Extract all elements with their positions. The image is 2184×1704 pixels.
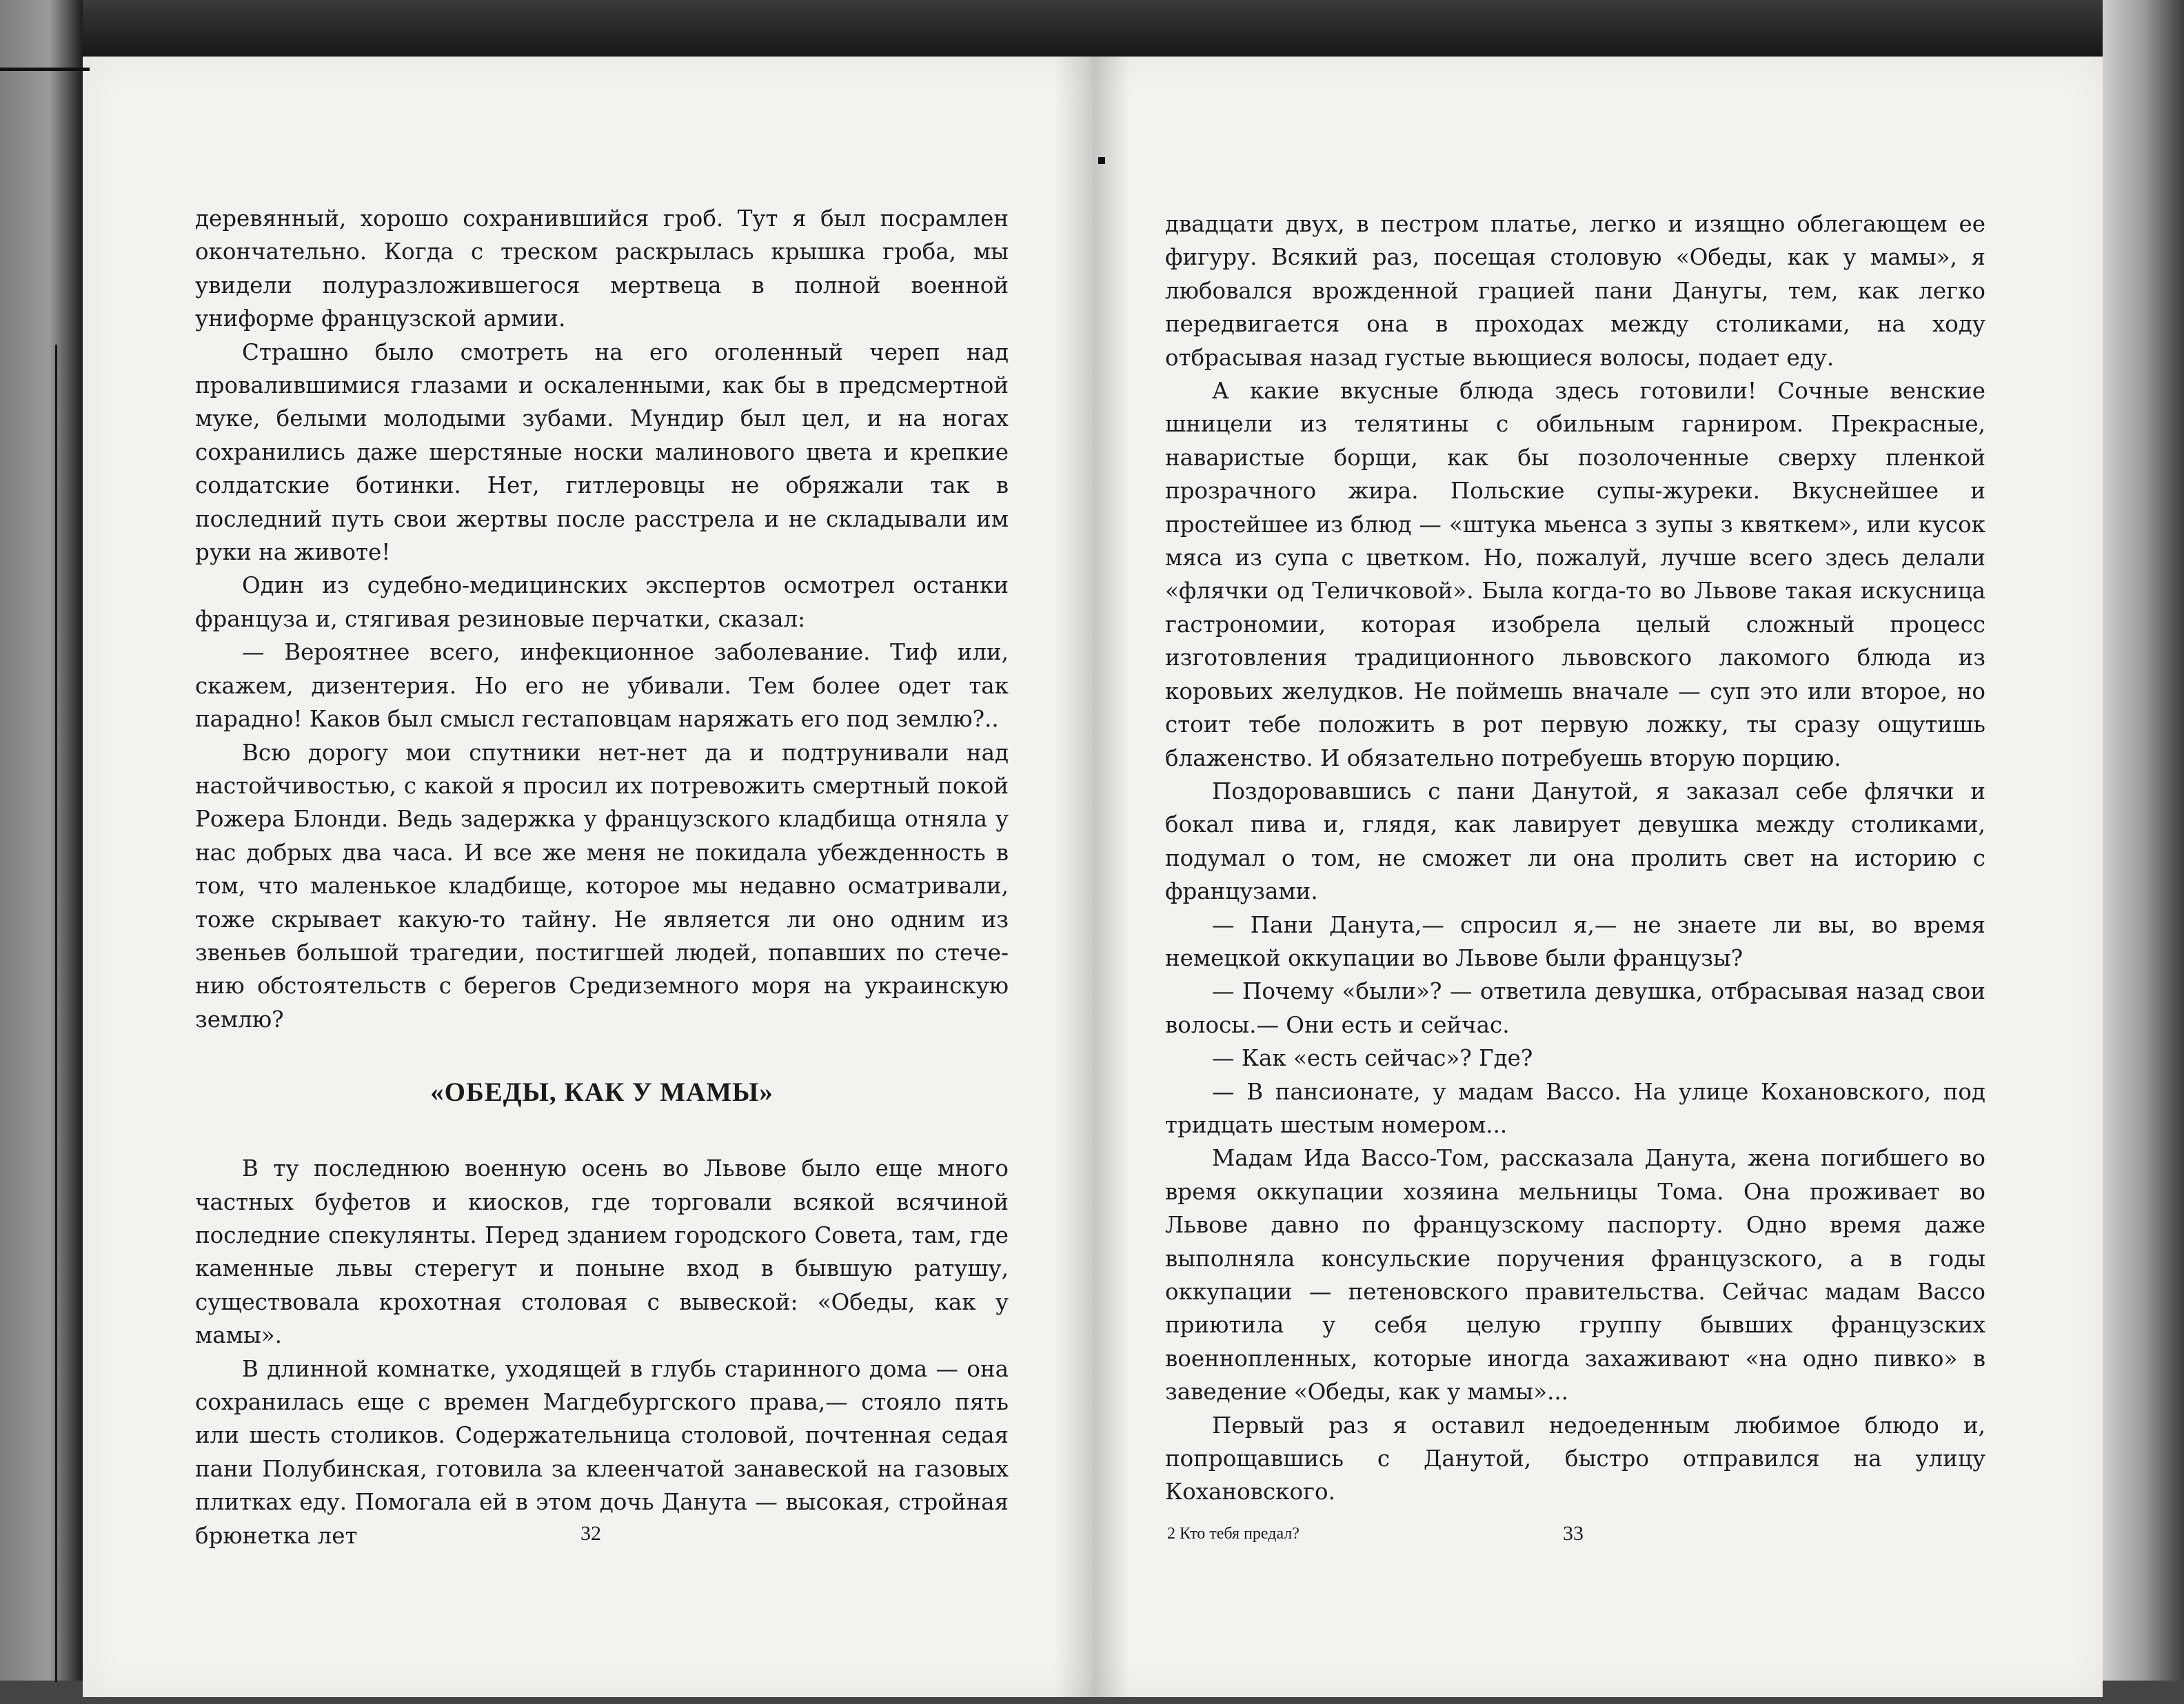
paragraph: деревянный, хорошо сохранившийся гроб. Тут я был посрамлен окончательно. Когда с треском раскрылась крышка гроба, мы увидели полуразложившегося мертвеца в полной военной униформе французской армии. xyxy=(195,205,1009,332)
paragraph: Мадам Ида Вассо-Том, рассказала Данута, жена погибшего во время оккупации хозяина мельницы Тома. Она проживает во Львове давно по французскому паспорту. Одно время даже выполняла консульские поручения французского, а в годы оккупации — петеновского правительства. Сейчас мадам Вассо приютила у себя целую группу бывших французских военнопленных, которые иногда захаживают «на одно пивко» в заведение «Обеды, как у мамы»... xyxy=(1165,1145,1985,1406)
paragraph: Один из судебно-медицинских экспертов осмотрел останки француза и, стягивая резиновые перчатки, сказал: xyxy=(195,572,1009,632)
right-page-text xyxy=(1165,207,1985,1509)
paragraph: — В пансионате, у мадам Вассо. На улице Кохановского, под тридцать шестым номером... xyxy=(1165,1078,1985,1138)
paragraph: — Как «есть сейчас»? Где? xyxy=(1212,1045,1533,1072)
paragraph: — Пани Данута,— спросил я,— не знаете ли вы, во время немецкой оккупации во Львове были французы? xyxy=(1165,911,1985,971)
book-gutter xyxy=(1055,57,1131,1697)
paragraph: — Почему «были»? — ответила девушка, отбрасывая назад свои волосы.— Они есть и сейчас. xyxy=(1165,978,1985,1038)
chapter-title: «ОБЕДЫ, КАК У МАМЫ» xyxy=(430,1077,774,1108)
scan-mark-line xyxy=(0,68,90,71)
paragraph: В ту последнюю военную осень во Львове было еще много частных буфетов и киосков, где торговали всякой всячиной последние спекулянты. Перед зданием городского Совета, там, где каменные львы стерегут и поныне вход в бывшую ратушу, существовала крохотная столовая с вывеской: «Обеды, как у мамы». xyxy=(195,1155,1009,1349)
paragraph: В длинной комнатке, уходящей в глубь старинного дома — она сохранилась еще с времен Магдебургского права,— стояло пять или шесть столиков. Содержательница столовой, почтенная седая пани Полубинская, готовила за клеенчатой занавеской на газовых плитках еду. Помогала ей в этом дочь Данута — высокая, стройная брюнетка лет xyxy=(195,1355,1009,1549)
paragraph: Первый раз я оставил недоеденным любимое блюдо и, попрощавшись с Данутой, быстро отправился на улицу Кохановского. xyxy=(1165,1412,1985,1505)
paragraph: Всю дорогу мои спутники нет-нет да и подтрунивали над настойчивостью, с какой я просил их потревожить смертный покой Рожера Блонди. Ведь задержка у французского кладбища отняла у нас добрых два часа. И все же меня не покидала убежденность в том, что маленькое кладбище, которое мы недавно осматривали, тоже скрывает какую-то тайну. Не является ли оно одним из звеньев большой трагедии, постигшей людей, попавших по стечению обстоятельств с берегов Средиземного моря на украинскую землю? xyxy=(195,739,1009,1033)
scanner-top-edge xyxy=(0,0,2184,59)
page-number-left: 32 xyxy=(580,1522,601,1545)
paragraph: двадцати двух, в пестром платье, легко и изящно облегающем ее фигуру. Всякий раз, посещая столовую «Обеды, как у мамы», я любовался врожденной грацией пани Данугы, тем, как легко передвигается она в проходах между столиками, на ходу отбрасывая назад густые вьющиеся волосы, подает еду. xyxy=(1165,211,1985,371)
scanner-left-edge xyxy=(0,0,83,1704)
scanner-right-edge xyxy=(2103,0,2184,1704)
paragraph: Поздоровавшись с пани Данутой, я заказал себе флячки и бокал пива и, глядя, как лавирует девушка между столиками, подумал о том, не сможет ли она пролить свет на историю с французами. xyxy=(1165,778,1985,905)
left-page-text xyxy=(195,202,1009,1552)
signature-mark: 2 Кто тебя предал? xyxy=(1167,1525,1300,1543)
page-number-right: 33 xyxy=(1563,1522,1584,1545)
scan-dot-mark xyxy=(1098,157,1105,164)
page-edge-line xyxy=(55,345,57,1682)
paragraph: — Вероятнее всего, инфекционное заболевание. Тиф или, скажем, дизентерия. Но его не убивали. Тем более одет так парадно! Каков был смысл гестаповцам наряжать его под землю?.. xyxy=(195,639,1009,733)
paragraph: Страшно было смотреть на его оголенный череп над провалившимися глазами и оскаленными, как бы в предсмертной муке, белыми молодыми зубами. Мундир был цел, и на ногах сохранились даже шерстяные носки малинового цвета и крепкие солдатские ботинки. Нет, гитлеровцы не обряжали так в последний путь свои жертвы после расстрела и не складывали им руки на животе! xyxy=(195,338,1009,566)
paragraph: А какие вкусные блюда здесь готовили! Сочные венские шницели из телятины с обильным гарниром. Прекрасные, наваристые борщи, как бы позолоченные сверху пленкой прозрачного жира. Польские супы-журеки. Вкуснейшее и простейшее из блюд — «штука мьенса з зупы з квяткем», или кусок мяса из супа с цветком. Но, пожалуй, лучше всего здесь делали «флячки од Теличковой». Была когда-то во Львове такая искусница гастрономии, которая изобрела целый сложный процесс изготовления традиционного львовского лакомого блюда из коровьих желудков. Не поймешь вначале — суп это или второе, но стоит тебе положить в рот первую ложку, ты сразу ощутишь блаженство. И обязательно потребуешь вторую порцию. xyxy=(1165,378,1985,771)
